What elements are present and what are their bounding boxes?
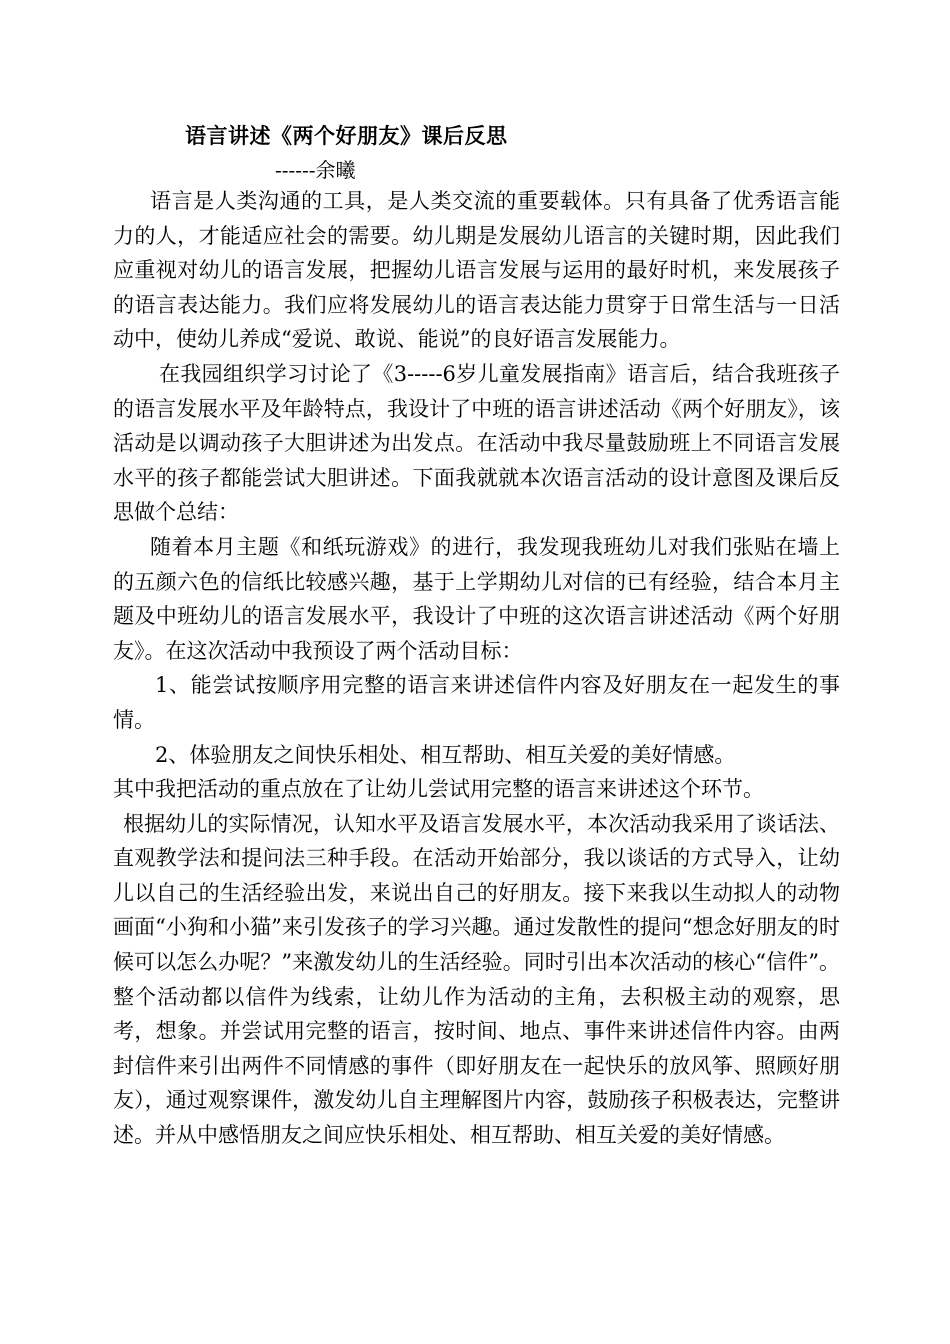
paragraph-methods: 根据幼儿的实际情况，认知水平及语言发展水平，本次活动我采用了谈话法、直观教学法和提问法三种手段。在活动开始部分，我以谈话的方式导入，让幼儿以自己的生活经验出发，来说出自己的好朋友。接下来我以生动拟人的动物画面“小狗和小猫”来引发孩子的学习兴趣。通过发散性的提问“想念好朋友的时候可以怎么办呢？”来激发幼儿的生活经验。同时引出本次活动的核心“信件”。整个活动都以信件为线索，让幼儿作为活动的主角，去积极主动的观察，思考，想象。并尝试用完整的语言，按时间、地点、事件来讲述信件内容。由两封信件来引出两件不同情感的事件（即好朋友在一起快乐的放风筝、照顾好朋友），通过观察课件，激发幼儿自主理解图片内容，鼓励孩子积极表达，完整讲述。并从中感悟朋友之间应快乐相处、相互帮助、相互关爱的美好情感。 <box>113 811 840 1148</box>
paragraph-goal-2: 2、体验朋友之间快乐相处、相互帮助、相互关爱的美好情感。 <box>155 742 736 767</box>
paragraph-theme: 随着本月主题《和纸玩游戏》的进行，我发现我班幼儿对我们张贴在墙上的五颜六色的信纸比较感兴趣，基于上学期幼儿对信的已有经验，结合本月主题及中班幼儿的语言发展水平，我设计了中班的这次语言讲述活动《两个好朋友》。在这次活动中我预设了两个活动目标： <box>113 534 840 663</box>
paragraph-guide: 在我园组织学习讨论了《3-----6岁儿童发展指南》语言后，结合我班孩子的语言发展水平及年龄特点，我设计了中班的语言讲述活动《两个好朋友》，该活动是以调动孩子大胆讲述为出发点。在活动中我尽量鼓励班上不同语言发展水平的孩子都能尝试大胆讲述。下面我就就本次语言活动的设计意图及课后反思做个总结： <box>113 361 840 525</box>
paragraph-intro: 语言是人类沟通的工具，是人类交流的重要载体。只有具备了优秀语言能力的人，才能适应社会的需要。幼儿期是发展幼儿语言的关键时期，因此我们应重视对幼儿的语言发展，把握幼儿语言发展与运用的最好时机，来发展孩子的语言表达能力。我们应将发展幼儿的语言表达能力贯穿于日常生活与一日活动中，使幼儿养成“爱说、敢说、能说”的良好语言发展能力。 <box>113 189 840 352</box>
paragraph-goal-1: 1、能尝试按顺序用完整的语言来讲述信件内容及好朋友在一起发生的事情。 <box>113 673 840 732</box>
paragraph-focus: 其中我把活动的重点放在了让幼儿尝试用完整的语言来讲述这个环节。 <box>113 777 764 802</box>
document-title: 语言讲述《两个好朋友》课后反思 <box>185 123 508 148</box>
document-body <box>113 184 840 1153</box>
document-author: ------余曦 <box>275 158 356 182</box>
